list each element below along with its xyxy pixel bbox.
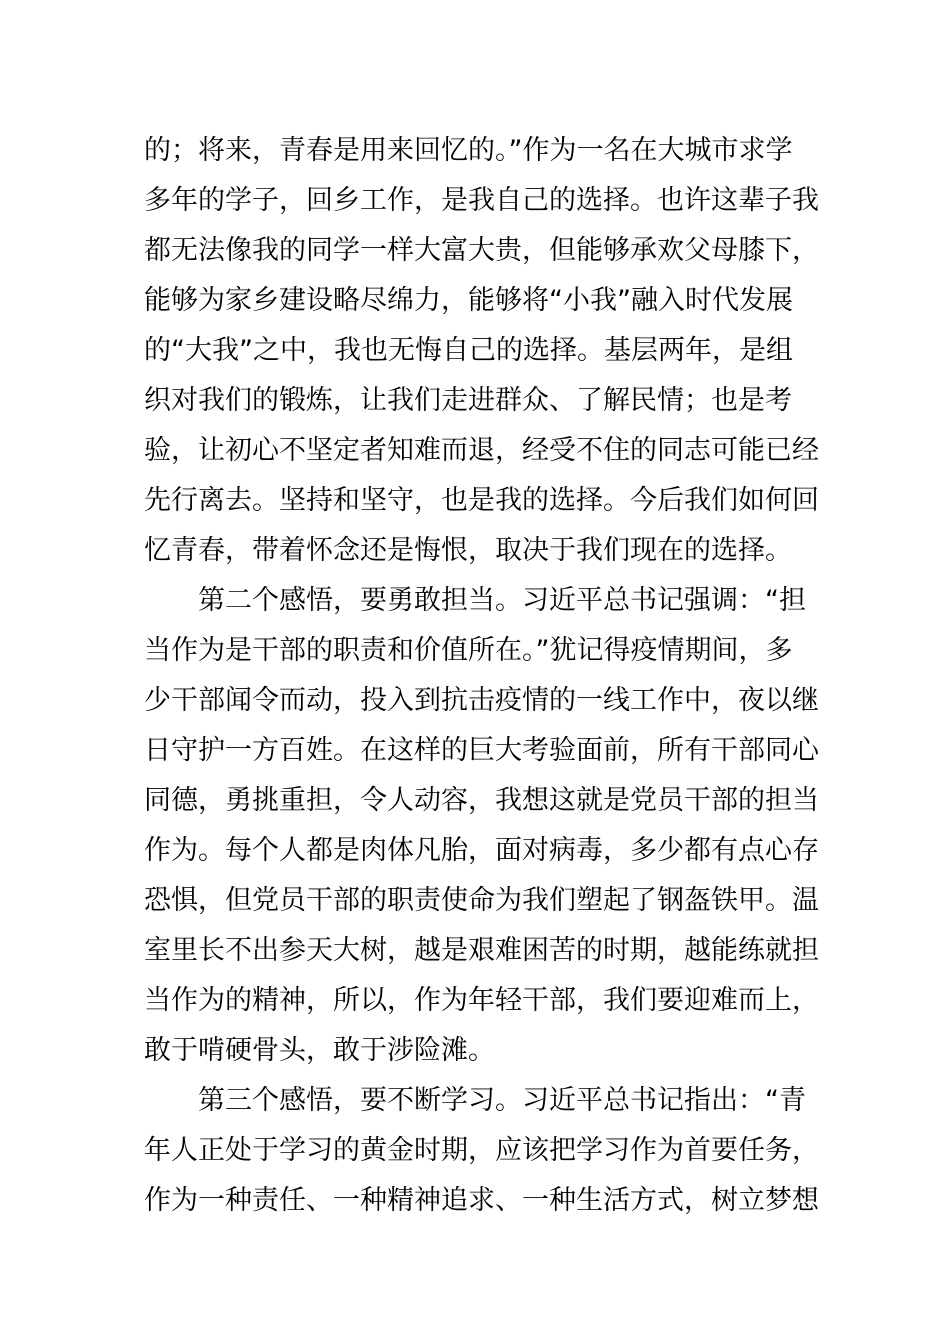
text-line: 少干部闻令而动，投入到抗击疫情的一线工作中，夜以继 bbox=[144, 685, 819, 716]
text-line: 当作为的精神，所以，作为年轻干部，我们要迎难而上， bbox=[144, 985, 819, 1016]
text-line: 作为。每个人都是肉体凡胎，面对病毒，多少都有点心存 bbox=[144, 835, 819, 866]
text-line: 作为一种责任、一种精神追求、一种生活方式，树立梦想 bbox=[144, 1185, 819, 1216]
text-line: 的；将来，青春是用来回忆的。”作为一名在大城市求学 bbox=[144, 135, 793, 166]
text-line: 先行离去。坚持和坚守，也是我的选择。今后我们如何回 bbox=[144, 485, 819, 516]
text-line: 同德，勇挑重担，令人动容，我想这就是党员干部的担当 bbox=[144, 785, 819, 816]
text-line: 日守护一方百姓。在这样的巨大考验面前，所有干部同心 bbox=[144, 735, 819, 766]
paragraph-start-line: 第三个感悟，要不断学习。习近平总书记指出：“青 bbox=[198, 1085, 806, 1116]
text-line: 室里长不出参天大树，越是艰难困苦的时期，越能练就担 bbox=[144, 935, 819, 966]
text-line: 多年的学子，回乡工作，是我自己的选择。也许这辈子我 bbox=[144, 185, 819, 216]
text-line: 当作为是干部的职责和价值所在。”犹记得疫情期间，多 bbox=[144, 635, 793, 666]
text-line: 年人正处于学习的黄金时期，应该把学习作为首要任务， bbox=[144, 1135, 819, 1166]
paragraph-start-line: 第二个感悟，要勇敢担当。习近平总书记强调：“担 bbox=[198, 585, 806, 616]
text-line: 忆青春，带着怀念还是悔恨，取决于我们现在的选择。 bbox=[144, 535, 792, 566]
text-line: 织对我们的锻炼，让我们走进群众、了解民情；也是考 bbox=[144, 385, 792, 416]
text-line: 能够为家乡建设略尽绵力，能够将“小我”融入时代发展 bbox=[144, 285, 793, 316]
text-line: 验，让初心不坚定者知难而退，经受不住的同志可能已经 bbox=[144, 435, 819, 466]
text-line: 恐惧，但党员干部的职责使命为我们塑起了钢盔铁甲。温 bbox=[144, 885, 819, 916]
body-text bbox=[144, 126, 819, 1226]
text-line: 都无法像我的同学一样大富大贵，但能够承欢父母膝下， bbox=[144, 235, 819, 266]
text-line: 的“大我”之中，我也无悔自己的选择。基层两年，是组 bbox=[144, 335, 793, 366]
text-line: 敢于啃硬骨头，敢于涉险滩。 bbox=[144, 1035, 495, 1066]
